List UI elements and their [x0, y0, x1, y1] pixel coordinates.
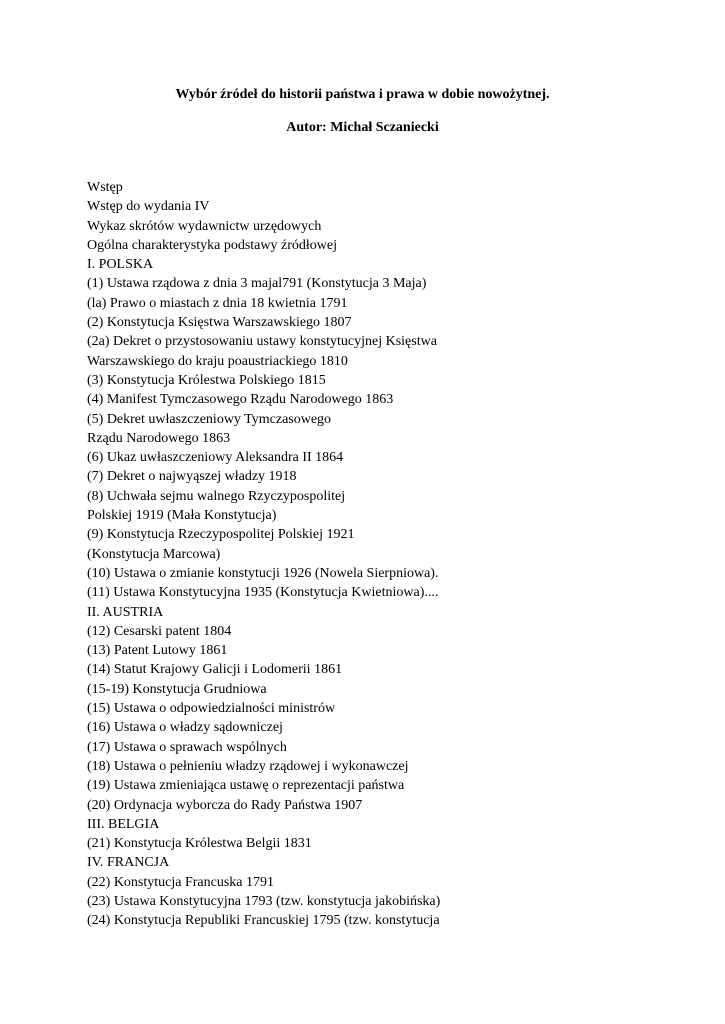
toc-line: (4) Manifest Tymczasowego Rządu Narodowego 1863	[87, 392, 394, 408]
toc-line: (14) Statut Krajowy Galicji i Lodomerii 1861	[87, 662, 343, 678]
toc-line: Polskiej 1919 (Mała Konstytucja)	[87, 508, 277, 524]
toc-line: Warszawskiego do kraju poaustriackiego 1810	[87, 353, 348, 369]
toc-line: (24) Konstytucja Republiki Francuskiej 1795 (tzw. konstytucja	[87, 913, 440, 929]
toc-line: (23) Ustawa Konstytucyjna 1793 (tzw. konstytucja jakobińska)	[87, 893, 441, 909]
toc-line: (Konstytucja Marcowa)	[87, 546, 221, 562]
toc-line: Wstęp	[87, 180, 123, 195]
toc-line: (5) Dekret uwłaszczeniowy Tymczasowego	[87, 411, 332, 427]
toc-line: (22) Konstytucja Francuska 1791	[87, 874, 275, 890]
toc-line: (2a) Dekret o przystosowaniu ustawy konstytucyjnej Księstwa	[87, 334, 437, 350]
toc-line: (7) Dekret o najwyąszej władzy 1918	[87, 469, 297, 485]
toc-line: Wstęp do wydania IV	[87, 199, 210, 215]
toc-line: (15) Ustawa o odpowiedzialności ministrów	[87, 701, 336, 717]
toc-line: III. BELGIA	[87, 816, 160, 832]
toc-line: (19) Ustawa zmieniająca ustawę o reprezentacji państwa	[87, 778, 405, 794]
toc-line: (2) Konstytucja Księstwa Warszawskiego 1807	[87, 315, 352, 331]
toc-line: (13) Patent Lutowy 1861	[87, 643, 228, 659]
document-title: Wybór źródeł do historii państwa i prawa w dobie nowożytnej.	[175, 87, 550, 102]
toc-line: I. POLSKA	[87, 257, 154, 273]
toc-line: Wykaz skrótów wydawnictw urzędowych	[87, 218, 322, 234]
toc-line: (8) Uchwała sejmu walnego Rzyczypospolitej	[87, 488, 346, 504]
toc-line: (1) Ustawa rządowa z dnia 3 majal791 (Konstytucja 3 Maja)	[87, 276, 427, 292]
toc-line: (10) Ustawa o zmianie konstytucji 1926 (Nowela Sierpniowa).	[87, 565, 439, 581]
document-author: Autor: Michał Sczaniecki	[286, 120, 439, 135]
toc-line: II. AUSTRIA	[87, 604, 164, 620]
toc-line: (17) Ustawa o sprawach wspólnych	[87, 739, 287, 755]
toc-line: (11) Ustawa Konstytucyjna 1935 (Konstytucja Kwietniowa)....	[87, 585, 439, 601]
toc-line: Ogólna charakterystyka podstawy źródłowej	[87, 237, 337, 253]
toc-line: (3) Konstytucja Królestwa Polskiego 1815	[87, 372, 326, 388]
toc-line: (18) Ustawa o pełnieniu władzy rządowej i wykonawczej	[87, 758, 409, 774]
toc-line: (6) Ukaz uwłaszczeniowy Aleksandra II 1864	[87, 450, 344, 466]
toc-line: (15-19) Konstytucja Grudniowa	[87, 681, 267, 697]
toc-line: (9) Konstytucja Rzeczypospolitej Polskiej 1921	[87, 527, 355, 543]
toc-line: (21) Konstytucja Królestwa Belgii 1831	[87, 836, 312, 852]
toc-line: IV. FRANCJA	[87, 855, 170, 871]
toc-line: (12) Cesarski patent 1804	[87, 623, 232, 639]
toc-line: (16) Ustawa o władzy sądowniczej	[87, 720, 283, 736]
toc-line: Rządu Narodowego 1863	[87, 430, 231, 446]
toc-line: (la) Prawo o miastach z dnia 18 kwietnia 1791	[87, 295, 348, 311]
table-of-contents	[87, 178, 687, 931]
toc-line: (20) Ordynacja wyborcza do Rady Państwa 1907	[87, 797, 363, 813]
